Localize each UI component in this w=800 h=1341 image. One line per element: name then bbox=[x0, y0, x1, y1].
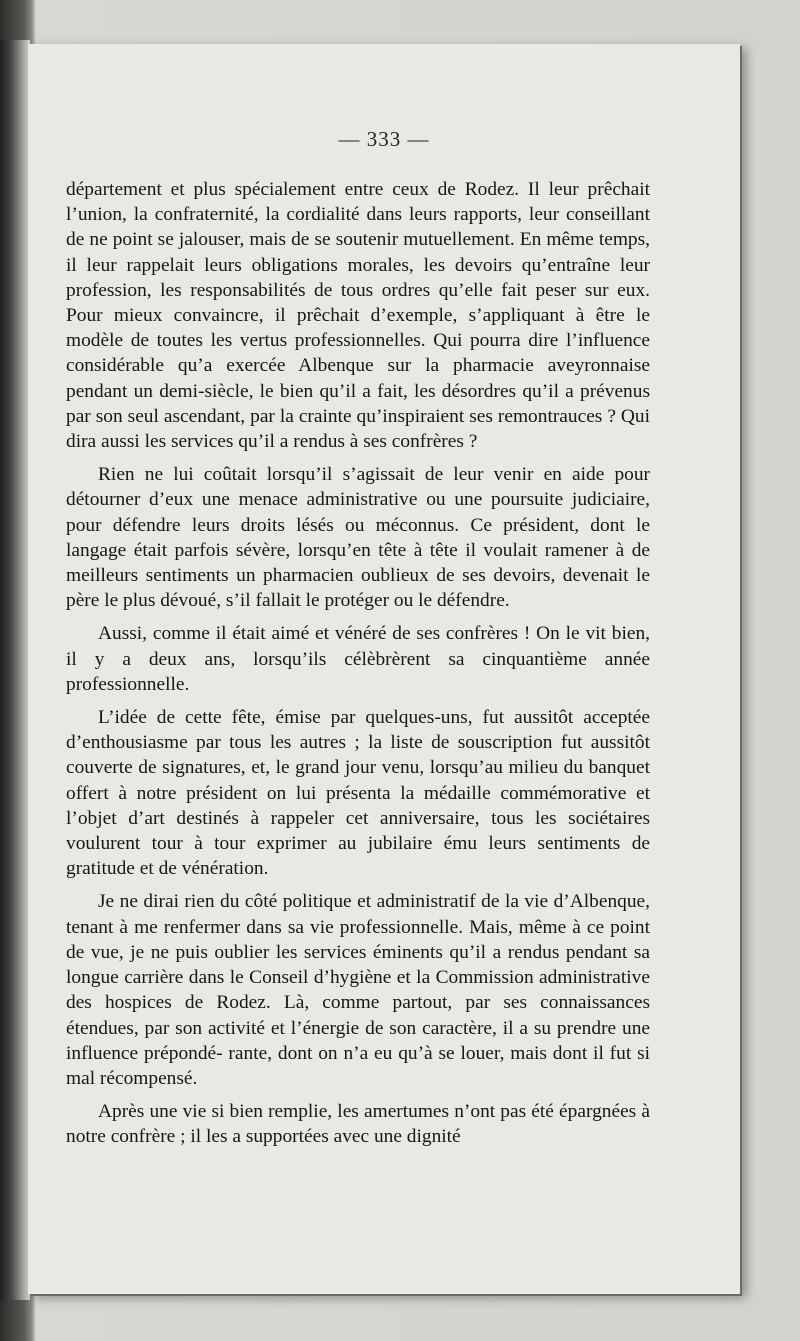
paragraph-4: L’idée de cette fête, émise par quelques-uns, fut aussitôt acceptée d’enthousiasme par tous les autres ; la liste de souscription fut aussitôt couverte de signatures, et, le grand jour venu, lorsqu’au milieu du banquet offert à notre président on lui présenta la médaille commémorative et l’objet d’art destinés à rappeler cet anniversaire, tous les sociétaires voulurent tour à tour exprimer au jubilaire ému leurs sentiments de gratitude et de vénération. bbox=[66, 707, 650, 880]
paragraph-2: Rien ne lui coûtait lorsqu’il s’agissait de leur venir en aide pour détourner d’eux une menace administrative ou une poursuite judiciaire, pour défendre leurs droits lésés ou méconnus. Ce président, dont le langage était parfois sévère, lorsqu’en tête à tête il voulait ramener à de meilleurs sentiments un pharmacien oublieux de ses devoirs, devenait le père le plus dévoué, s’il fallait le protéger ou le défendre. bbox=[66, 464, 650, 612]
page-number: — 333 — bbox=[338, 127, 430, 151]
page-text-body bbox=[66, 177, 650, 1150]
paragraph-1: département et plus spécialement entre ceux de Rodez. Il leur prêchait l’union, la confraternité, la cordialité dans leurs rapports, leur conseillant de ne point se jalouser, mais de se soutenir mutuellement. En même temps, il leur rappelait leurs obligations morales, les devoirs qu’entraîne leur profession, les responsabilités de tous ordres qu’elle fait peser sur eux. Pour mieux convaincre, il prêchait d’exemple, s’appliquant à être le modèle de toutes les vertus professionnelles. Qui pourra dire l’influence considérable qu’a exercée Albenque sur la pharmacie aveyronnaise pendant un demi-siècle, le bien qu’il a fait, les désordres qu’il a prévenus par son seul ascendant, par la crainte qu’inspiraient ses remontrauces ? Qui dira aussi les services qu’il a rendus à ses confrères ? bbox=[66, 179, 650, 453]
paragraph-6: Après une vie si bien remplie, les amertumes n’ont pas été épargnées à notre confrère ; il les a supportées avec une dignité bbox=[66, 1101, 650, 1148]
book-page bbox=[28, 44, 740, 1294]
paragraph-3: Aussi, comme il était aimé et vénéré de ses confrères ! On le vit bien, il y a deux ans, lorsqu’ils célèbrèrent sa cinquantième année professionnelle. bbox=[66, 623, 650, 695]
paragraph-5: Je ne dirai rien du côté politique et administratif de la vie d’Albenque, tenant à me renfermer dans sa vie professionnelle. Mais, même à ce point de vue, je ne puis oublier les services éminents qu’il a rendus pendant sa longue carrière dans le Conseil d’hygiène et la Commission administrative des hospices de Rodez. Là, comme partout, par ses connaissances étendues, par son activité et l’énergie de son caractère, il a su prendre une influence prépondé- rante, dont on n’a eu qu’à se louer, mais dont il fut si mal récompensé. bbox=[66, 891, 650, 1089]
book-spine-edge bbox=[0, 40, 30, 1300]
